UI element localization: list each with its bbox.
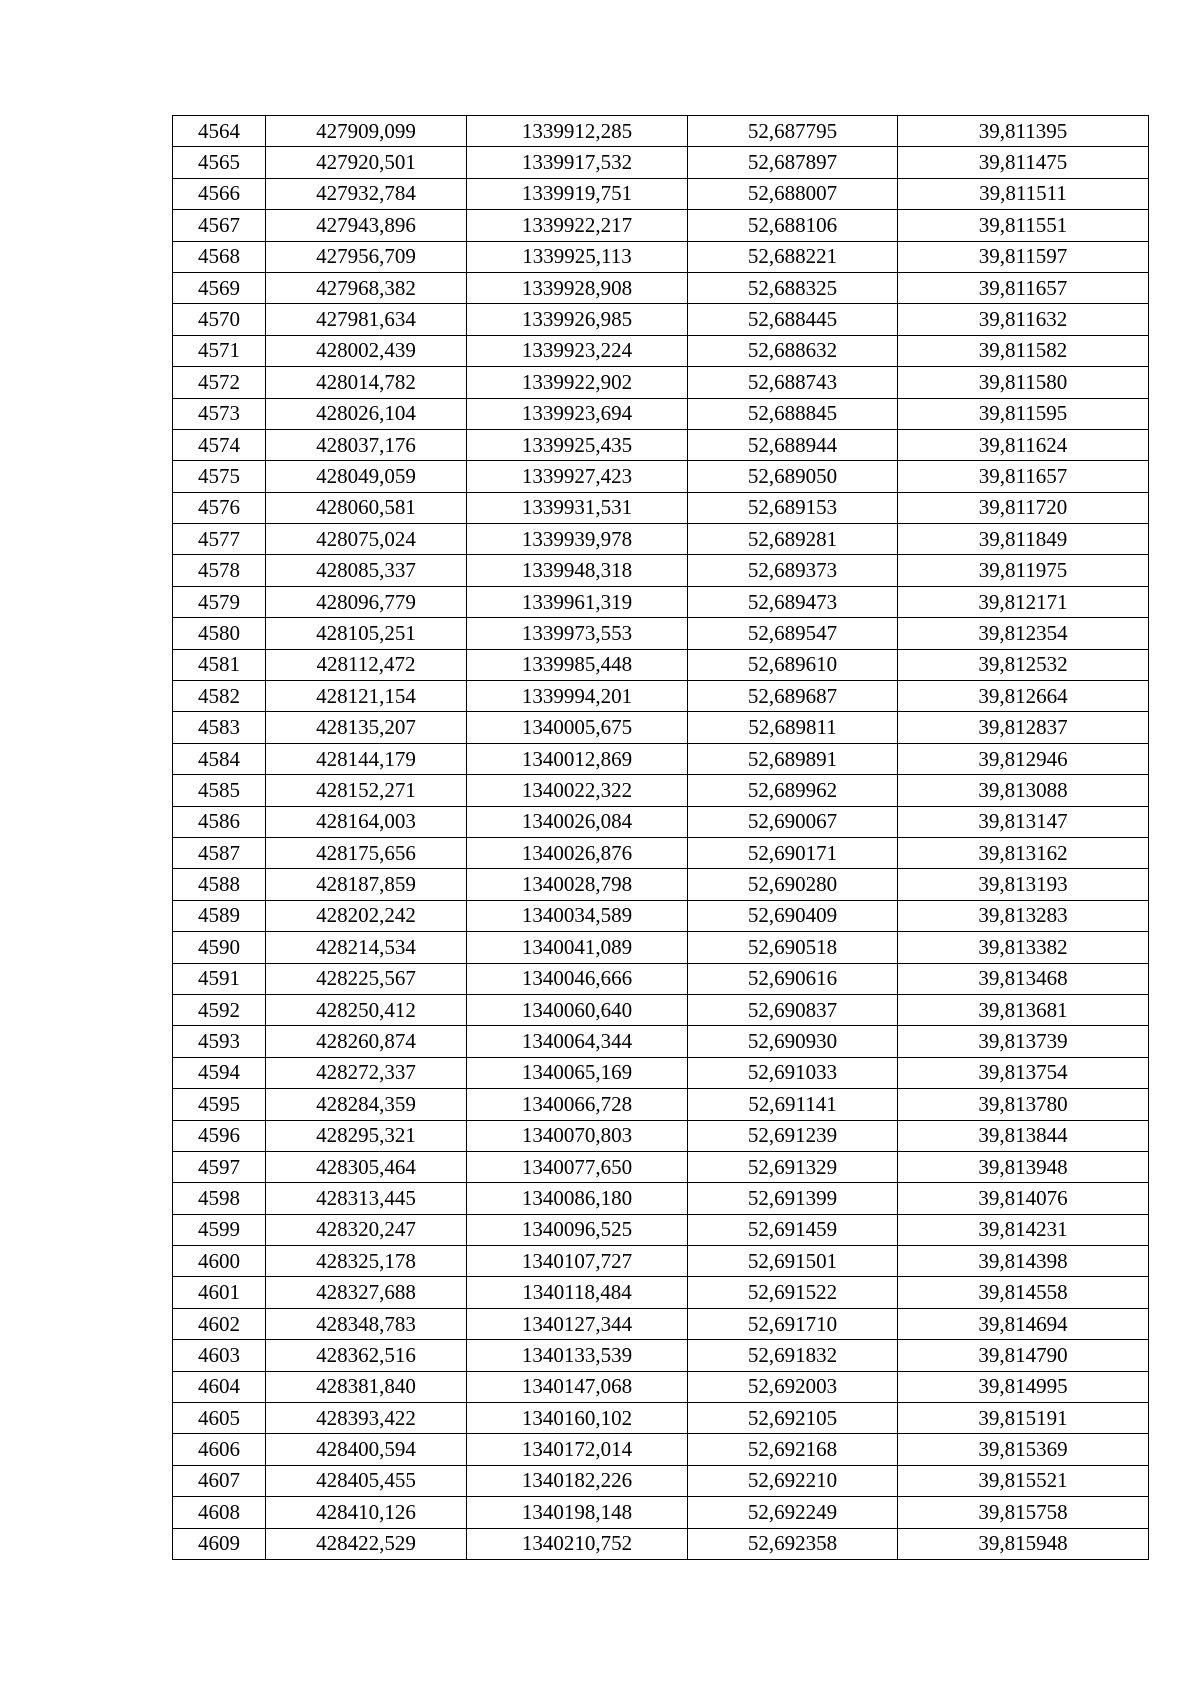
x-coordinate-cell: 428164,003 [266,806,467,837]
table-row [173,492,1149,523]
latitude-cell: 52,691710 [688,1308,898,1339]
x-coordinate-cell: 427956,709 [266,241,467,272]
y-coordinate-cell: 1339961,319 [467,586,688,617]
point-number-cell: 4572 [173,367,266,398]
latitude-cell: 52,688632 [688,335,898,366]
x-coordinate-cell: 427981,634 [266,304,467,335]
latitude-cell: 52,689153 [688,492,898,523]
longitude-cell: 39,811657 [898,461,1149,492]
y-coordinate-cell: 1340066,728 [467,1089,688,1120]
table-row [173,1151,1149,1182]
point-number-cell: 4569 [173,272,266,303]
latitude-cell: 52,691329 [688,1151,898,1182]
longitude-cell: 39,814076 [898,1183,1149,1214]
table-row [173,241,1149,272]
x-coordinate-cell: 428214,534 [266,932,467,963]
longitude-cell: 39,811975 [898,555,1149,586]
x-coordinate-cell: 428049,059 [266,461,467,492]
longitude-cell: 39,811632 [898,304,1149,335]
point-number-cell: 4598 [173,1183,266,1214]
latitude-cell: 52,688106 [688,210,898,241]
longitude-cell: 39,815369 [898,1434,1149,1465]
table-row [173,429,1149,460]
x-coordinate-cell: 428135,207 [266,712,467,743]
point-number-cell: 4579 [173,586,266,617]
x-coordinate-cell: 428327,688 [266,1277,467,1308]
point-number-cell: 4566 [173,178,266,209]
point-number-cell: 4565 [173,147,266,178]
latitude-cell: 52,689373 [688,555,898,586]
longitude-cell: 39,812171 [898,586,1149,617]
longitude-cell: 39,811551 [898,210,1149,241]
point-number-cell: 4600 [173,1246,266,1277]
y-coordinate-cell: 1340086,180 [467,1183,688,1214]
point-number-cell: 4601 [173,1277,266,1308]
y-coordinate-cell: 1340028,798 [467,869,688,900]
longitude-cell: 39,813283 [898,900,1149,931]
x-coordinate-cell: 428272,337 [266,1057,467,1088]
point-number-cell: 4594 [173,1057,266,1088]
x-coordinate-cell: 428026,104 [266,398,467,429]
longitude-cell: 39,811657 [898,272,1149,303]
x-coordinate-cell: 428085,337 [266,555,467,586]
longitude-cell: 39,814558 [898,1277,1149,1308]
table-row [173,116,1149,147]
table-row [173,461,1149,492]
x-coordinate-cell: 428105,251 [266,618,467,649]
table-row [173,1528,1149,1559]
y-coordinate-cell: 1340133,539 [467,1340,688,1371]
longitude-cell: 39,813754 [898,1057,1149,1088]
x-coordinate-cell: 428187,859 [266,869,467,900]
y-coordinate-cell: 1339912,285 [467,116,688,147]
latitude-cell: 52,689687 [688,681,898,712]
table-row [173,1089,1149,1120]
latitude-cell: 52,692358 [688,1528,898,1559]
point-number-cell: 4596 [173,1120,266,1151]
table-row [173,1497,1149,1528]
point-number-cell: 4581 [173,649,266,680]
longitude-cell: 39,811511 [898,178,1149,209]
longitude-cell: 39,811720 [898,492,1149,523]
table-row [173,649,1149,680]
y-coordinate-cell: 1340182,226 [467,1465,688,1496]
table-row [173,210,1149,241]
longitude-cell: 39,815521 [898,1465,1149,1496]
longitude-cell: 39,811582 [898,335,1149,366]
latitude-cell: 52,690518 [688,932,898,963]
table-row [173,178,1149,209]
y-coordinate-cell: 1339922,217 [467,210,688,241]
point-number-cell: 4577 [173,524,266,555]
latitude-cell: 52,691832 [688,1340,898,1371]
point-number-cell: 4570 [173,304,266,335]
point-number-cell: 4590 [173,932,266,963]
table-row [173,806,1149,837]
y-coordinate-cell: 1339925,113 [467,241,688,272]
latitude-cell: 52,688743 [688,367,898,398]
table-row [173,1371,1149,1402]
y-coordinate-cell: 1340077,650 [467,1151,688,1182]
latitude-cell: 52,688944 [688,429,898,460]
point-number-cell: 4587 [173,837,266,868]
table-row [173,1057,1149,1088]
table-row [173,1214,1149,1245]
latitude-cell: 52,692105 [688,1403,898,1434]
point-number-cell: 4595 [173,1089,266,1120]
latitude-cell: 52,692249 [688,1497,898,1528]
table-row [173,900,1149,931]
longitude-cell: 39,811395 [898,116,1149,147]
x-coordinate-cell: 427968,382 [266,272,467,303]
x-coordinate-cell: 428284,359 [266,1089,467,1120]
longitude-cell: 39,812946 [898,743,1149,774]
longitude-cell: 39,813382 [898,932,1149,963]
latitude-cell: 52,691399 [688,1183,898,1214]
y-coordinate-cell: 1339948,318 [467,555,688,586]
longitude-cell: 39,813147 [898,806,1149,837]
latitude-cell: 52,687795 [688,116,898,147]
y-coordinate-cell: 1340070,803 [467,1120,688,1151]
latitude-cell: 52,688325 [688,272,898,303]
x-coordinate-cell: 428152,271 [266,775,467,806]
x-coordinate-cell: 428295,321 [266,1120,467,1151]
x-coordinate-cell: 427920,501 [266,147,467,178]
table-row [173,1246,1149,1277]
table-row [173,994,1149,1025]
latitude-cell: 52,688445 [688,304,898,335]
y-coordinate-cell: 1339922,902 [467,367,688,398]
point-number-cell: 4574 [173,429,266,460]
latitude-cell: 52,689473 [688,586,898,617]
table-row [173,367,1149,398]
point-number-cell: 4588 [173,869,266,900]
y-coordinate-cell: 1339931,531 [467,492,688,523]
longitude-cell: 39,811849 [898,524,1149,555]
x-coordinate-cell: 428405,455 [266,1465,467,1496]
table-row [173,524,1149,555]
latitude-cell: 52,690067 [688,806,898,837]
table-row [173,743,1149,774]
point-number-cell: 4593 [173,1026,266,1057]
y-coordinate-cell: 1340065,169 [467,1057,688,1088]
longitude-cell: 39,814995 [898,1371,1149,1402]
x-coordinate-cell: 428410,126 [266,1497,467,1528]
latitude-cell: 52,691501 [688,1246,898,1277]
table-row [173,775,1149,806]
table-row [173,586,1149,617]
table-row [173,712,1149,743]
latitude-cell: 52,689610 [688,649,898,680]
point-number-cell: 4564 [173,116,266,147]
point-number-cell: 4604 [173,1371,266,1402]
table-row [173,335,1149,366]
x-coordinate-cell: 428422,529 [266,1528,467,1559]
y-coordinate-cell: 1339973,553 [467,618,688,649]
point-number-cell: 4580 [173,618,266,649]
longitude-cell: 39,813780 [898,1089,1149,1120]
table-row [173,272,1149,303]
x-coordinate-cell: 428014,782 [266,367,467,398]
latitude-cell: 52,688221 [688,241,898,272]
x-coordinate-cell: 428260,874 [266,1026,467,1057]
x-coordinate-cell: 428348,783 [266,1308,467,1339]
table-row [173,681,1149,712]
longitude-cell: 39,813088 [898,775,1149,806]
y-coordinate-cell: 1340107,727 [467,1246,688,1277]
longitude-cell: 39,813681 [898,994,1149,1025]
x-coordinate-cell: 428121,154 [266,681,467,712]
point-number-cell: 4573 [173,398,266,429]
point-number-cell: 4605 [173,1403,266,1434]
latitude-cell: 52,689811 [688,712,898,743]
table-row [173,932,1149,963]
x-coordinate-cell: 428313,445 [266,1183,467,1214]
latitude-cell: 52,692003 [688,1371,898,1402]
longitude-cell: 39,814694 [898,1308,1149,1339]
latitude-cell: 52,691522 [688,1277,898,1308]
longitude-cell: 39,811475 [898,147,1149,178]
latitude-cell: 52,690616 [688,963,898,994]
point-number-cell: 4583 [173,712,266,743]
x-coordinate-cell: 428325,178 [266,1246,467,1277]
table-row [173,1340,1149,1371]
longitude-cell: 39,813739 [898,1026,1149,1057]
table-row [173,555,1149,586]
point-number-cell: 4571 [173,335,266,366]
y-coordinate-cell: 1340005,675 [467,712,688,743]
table-row [173,1403,1149,1434]
x-coordinate-cell: 428250,412 [266,994,467,1025]
point-number-cell: 4608 [173,1497,266,1528]
x-coordinate-cell: 428175,656 [266,837,467,868]
latitude-cell: 52,690930 [688,1026,898,1057]
point-number-cell: 4568 [173,241,266,272]
longitude-cell: 39,811624 [898,429,1149,460]
longitude-cell: 39,815948 [898,1528,1149,1559]
y-coordinate-cell: 1339919,751 [467,178,688,209]
y-coordinate-cell: 1340060,640 [467,994,688,1025]
latitude-cell: 52,689050 [688,461,898,492]
longitude-cell: 39,812837 [898,712,1149,743]
x-coordinate-cell: 428096,779 [266,586,467,617]
y-coordinate-cell: 1340064,344 [467,1026,688,1057]
point-number-cell: 4584 [173,743,266,774]
y-coordinate-cell: 1339925,435 [467,429,688,460]
y-coordinate-cell: 1340026,084 [467,806,688,837]
y-coordinate-cell: 1340026,876 [467,837,688,868]
y-coordinate-cell: 1340160,102 [467,1403,688,1434]
point-number-cell: 4607 [173,1465,266,1496]
table-row [173,398,1149,429]
point-number-cell: 4589 [173,900,266,931]
y-coordinate-cell: 1339927,423 [467,461,688,492]
longitude-cell: 39,811595 [898,398,1149,429]
point-number-cell: 4576 [173,492,266,523]
table-row [173,304,1149,335]
point-number-cell: 4597 [173,1151,266,1182]
point-number-cell: 4575 [173,461,266,492]
coordinates-table [172,115,1149,1560]
y-coordinate-cell: 1340172,014 [467,1434,688,1465]
x-coordinate-cell: 428002,439 [266,335,467,366]
longitude-cell: 39,812664 [898,681,1149,712]
latitude-cell: 52,690171 [688,837,898,868]
x-coordinate-cell: 428225,567 [266,963,467,994]
table-row [173,1308,1149,1339]
x-coordinate-cell: 428362,516 [266,1340,467,1371]
point-number-cell: 4585 [173,775,266,806]
longitude-cell: 39,814790 [898,1340,1149,1371]
y-coordinate-cell: 1340034,589 [467,900,688,931]
y-coordinate-cell: 1339926,985 [467,304,688,335]
y-coordinate-cell: 1339939,978 [467,524,688,555]
x-coordinate-cell: 428400,594 [266,1434,467,1465]
latitude-cell: 52,691033 [688,1057,898,1088]
longitude-cell: 39,813948 [898,1151,1149,1182]
y-coordinate-cell: 1340041,089 [467,932,688,963]
x-coordinate-cell: 428381,840 [266,1371,467,1402]
y-coordinate-cell: 1339923,224 [467,335,688,366]
longitude-cell: 39,813193 [898,869,1149,900]
y-coordinate-cell: 1339985,448 [467,649,688,680]
table-row [173,1277,1149,1308]
table-row [173,869,1149,900]
point-number-cell: 4586 [173,806,266,837]
longitude-cell: 39,814398 [898,1246,1149,1277]
y-coordinate-cell: 1340127,344 [467,1308,688,1339]
y-coordinate-cell: 1340147,068 [467,1371,688,1402]
x-coordinate-cell: 427932,784 [266,178,467,209]
latitude-cell: 52,687897 [688,147,898,178]
point-number-cell: 4603 [173,1340,266,1371]
point-number-cell: 4599 [173,1214,266,1245]
latitude-cell: 52,692168 [688,1434,898,1465]
y-coordinate-cell: 1339917,532 [467,147,688,178]
table-row [173,1434,1149,1465]
table-row [173,963,1149,994]
latitude-cell: 52,691141 [688,1089,898,1120]
y-coordinate-cell: 1340022,322 [467,775,688,806]
longitude-cell: 39,811580 [898,367,1149,398]
point-number-cell: 4578 [173,555,266,586]
latitude-cell: 52,689547 [688,618,898,649]
y-coordinate-cell: 1340210,752 [467,1528,688,1559]
latitude-cell: 52,689962 [688,775,898,806]
point-number-cell: 4591 [173,963,266,994]
x-coordinate-cell: 428202,242 [266,900,467,931]
x-coordinate-cell: 427943,896 [266,210,467,241]
latitude-cell: 52,692210 [688,1465,898,1496]
table-row [173,837,1149,868]
y-coordinate-cell: 1340012,869 [467,743,688,774]
longitude-cell: 39,815758 [898,1497,1149,1528]
latitude-cell: 52,689891 [688,743,898,774]
longitude-cell: 39,811597 [898,241,1149,272]
table-row [173,1026,1149,1057]
longitude-cell: 39,813468 [898,963,1149,994]
latitude-cell: 52,690409 [688,900,898,931]
latitude-cell: 52,689281 [688,524,898,555]
coordinates-table-body [173,116,1149,1560]
longitude-cell: 39,815191 [898,1403,1149,1434]
y-coordinate-cell: 1340096,525 [467,1214,688,1245]
table-row [173,1120,1149,1151]
point-number-cell: 4609 [173,1528,266,1559]
x-coordinate-cell: 428112,472 [266,649,467,680]
longitude-cell: 39,812354 [898,618,1149,649]
x-coordinate-cell: 428305,464 [266,1151,467,1182]
point-number-cell: 4602 [173,1308,266,1339]
longitude-cell: 39,814231 [898,1214,1149,1245]
table-row [173,1465,1149,1496]
x-coordinate-cell: 428060,581 [266,492,467,523]
x-coordinate-cell: 428037,176 [266,429,467,460]
x-coordinate-cell: 428320,247 [266,1214,467,1245]
y-coordinate-cell: 1339928,908 [467,272,688,303]
point-number-cell: 4592 [173,994,266,1025]
latitude-cell: 52,688845 [688,398,898,429]
y-coordinate-cell: 1339994,201 [467,681,688,712]
point-number-cell: 4582 [173,681,266,712]
table-row [173,147,1149,178]
y-coordinate-cell: 1340118,484 [467,1277,688,1308]
table-row [173,618,1149,649]
latitude-cell: 52,690280 [688,869,898,900]
x-coordinate-cell: 428144,179 [266,743,467,774]
y-coordinate-cell: 1339923,694 [467,398,688,429]
point-number-cell: 4606 [173,1434,266,1465]
y-coordinate-cell: 1340046,666 [467,963,688,994]
longitude-cell: 39,813162 [898,837,1149,868]
latitude-cell: 52,688007 [688,178,898,209]
x-coordinate-cell: 428075,024 [266,524,467,555]
point-number-cell: 4567 [173,210,266,241]
longitude-cell: 39,812532 [898,649,1149,680]
x-coordinate-cell: 427909,099 [266,116,467,147]
x-coordinate-cell: 428393,422 [266,1403,467,1434]
latitude-cell: 52,691459 [688,1214,898,1245]
table-row [173,1183,1149,1214]
longitude-cell: 39,813844 [898,1120,1149,1151]
latitude-cell: 52,690837 [688,994,898,1025]
latitude-cell: 52,691239 [688,1120,898,1151]
y-coordinate-cell: 1340198,148 [467,1497,688,1528]
